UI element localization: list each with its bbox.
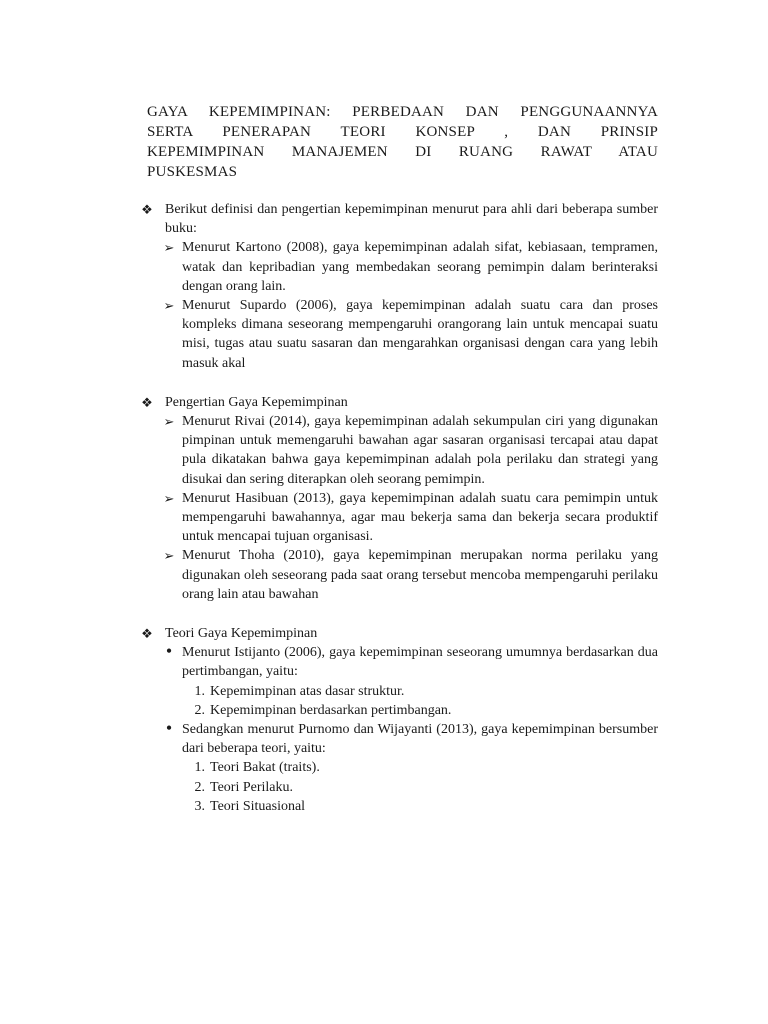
list-item — [147, 643, 658, 681]
list-item — [147, 296, 658, 373]
list-item — [147, 489, 658, 547]
arrow-bullet-icon: ➢ — [163, 490, 175, 506]
numbered-item-text: Teori Bakat (traits). — [210, 760, 320, 776]
numbered-item — [147, 758, 658, 777]
arrow-bullet-icon: ➢ — [163, 240, 175, 256]
section-teori — [141, 624, 658, 816]
dot-bullet-icon: • — [165, 718, 173, 739]
arrow-bullet-icon: ➢ — [163, 548, 175, 564]
item-number: 1. — [194, 683, 205, 699]
numbered-item — [147, 682, 658, 701]
section-heading: Berikut definisi dan pengertian kepemimpinan menurut para ahli dari beberapa sumber buku: — [165, 202, 658, 237]
numbered-item-text: Kepemimpinan berdasarkan pertimbangan. — [210, 702, 452, 718]
arrow-bullet-icon: ➢ — [163, 298, 175, 314]
section-heading-row — [141, 393, 658, 412]
item-number: 1. — [194, 760, 205, 776]
list-item — [147, 412, 658, 489]
list-item — [147, 238, 658, 296]
list-item-text: Sedangkan menurut Purnomo dan Wijayanti (2013), gaya kepemimpinan bersumber dari beberapa teori, yaitu: — [182, 722, 658, 757]
title-line: KEPEMIMPINAN MANAJEMEN DI RUANG RAWAT ATAU — [147, 144, 658, 160]
list-item-text: Menurut Rivai (2014), gaya kepemimpinan adalah sekumpulan ciri yang digunakan pimpinan untuk memengaruhi bawahan agar sasaran organisasi tercapai atau dapat pula dikatakan bahwa gaya kepemimpinan adalah pola perilaku dan strategi yang disukai dan sering diterapkan oleh seorang pemimpin. — [182, 414, 658, 487]
dot-bullet-icon: • — [165, 641, 173, 662]
numbered-item — [147, 778, 658, 797]
list-item-text: Menurut Thoha (2010), gaya kepemimpinan merupakan norma perilaku yang digunakan oleh seseorang pada saat orang tersebut mencoba mempengaruhi perilaku orang lain atau bawahan — [182, 548, 658, 602]
item-number: 2. — [194, 779, 205, 795]
section-heading-row — [141, 200, 658, 238]
item-number: 2. — [194, 702, 205, 718]
list-item-text: Menurut Supardo (2006), gaya kepemimpinan adalah suatu cara dan proses kompleks dimana seseorang mempengaruhi orangorang lain untuk mencapai suatu misi, tugas atau suatu sasaran dan mengarahkan organisasi dengan cara yang lebih masuk akal — [182, 298, 658, 371]
numbered-item-text: Teori Perilaku. — [210, 779, 293, 795]
item-number: 3. — [194, 798, 205, 814]
list-item — [147, 720, 658, 758]
section-heading: Teori Gaya Kepemimpinan — [165, 626, 318, 642]
diamond-bullet-icon: ❖ — [141, 202, 153, 217]
diamond-bullet-icon: ❖ — [141, 626, 153, 642]
list-item-text: Menurut Kartono (2008), gaya kepemimpinan adalah sifat, kebiasaan, tempramen, watak dan kepribadian yang membedakan seorang pemimpin dalam berinteraksi dengan orang lain. — [182, 240, 658, 294]
diamond-bullet-icon: ❖ — [141, 394, 153, 410]
title-line: PUSKESMAS — [147, 164, 238, 180]
document-page — [141, 102, 658, 816]
numbered-item-text: Kepemimpinan atas dasar struktur. — [210, 683, 405, 699]
list-item — [147, 546, 658, 604]
section-definisi — [141, 200, 658, 373]
numbered-item-text: Teori Situasional — [210, 798, 306, 814]
title-line: SERTA PENERAPAN TEORI KONSEP , DAN PRINSIP — [147, 124, 658, 140]
arrow-bullet-icon: ➢ — [163, 414, 175, 430]
section-heading-row — [141, 624, 658, 643]
list-item-text: Menurut Hasibuan (2013), gaya kepemimpinan adalah suatu cara pemimpin untuk mempengaruhi bawahannya, agar mau bekerja sama dan bekerja secara produktif untuk mencapai tujuan organisasi. — [182, 490, 658, 545]
numbered-item — [147, 797, 658, 816]
list-item-text: Menurut Istijanto (2006), gaya kepemimpinan seseorang umumnya berdasarkan dua pertimbangan, yaitu: — [182, 645, 658, 680]
numbered-item — [147, 701, 658, 720]
section-pengertian — [141, 393, 658, 604]
document-title — [147, 102, 658, 182]
title-line: GAYA KEPEMIMPINAN: PERBEDAAN DAN PENGGUNAANNYA — [147, 104, 658, 120]
section-heading: Pengertian Gaya Kepemimpinan — [165, 394, 348, 410]
